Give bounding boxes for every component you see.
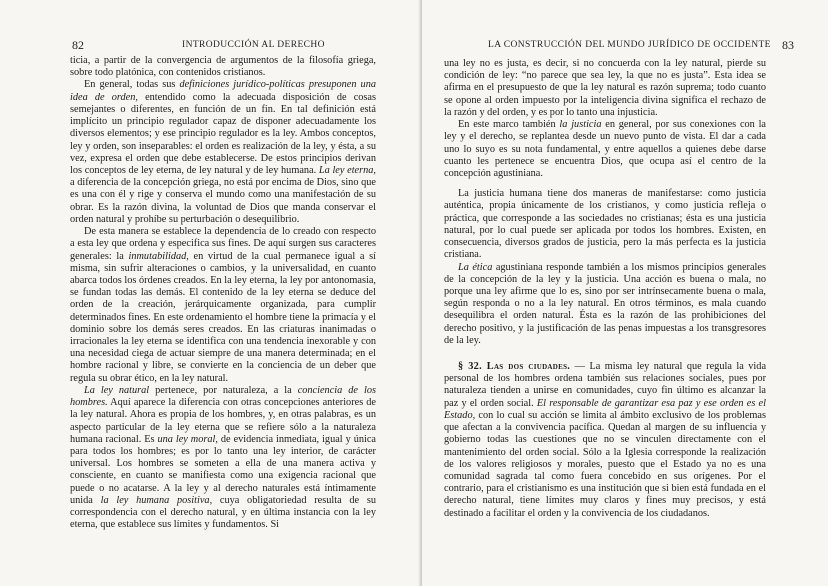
italic-run: la ley humana positiva, bbox=[100, 494, 213, 506]
left-body-text bbox=[70, 55, 376, 532]
text-run: pertenece, por naturaleza, a la bbox=[149, 384, 298, 396]
text-run: con lo cual su acción se limita al ámbito exclusivo de los problemas que afectan a la convivencia pacífica. Quedan al margen de su influencia y gobierno todas las cuestiones que no se vinculen directamente con el mantenimiento del orden social. Sólo a la Iglesia corresponde la realización de los valores religiosos y morales, puesto que el Estado ya no es una comunidad sagrada tal como fuera concebido en sus orígenes. Por el contrario, para el cristianismo es una institución que si bien está fundada en el derecho natural, tiene límites muy claros y fines muy precisos, y está destinado a facilitar el orden y la convivencia de los ciudadanos. bbox=[444, 409, 766, 519]
right-body-text bbox=[444, 58, 766, 520]
paragraph bbox=[444, 58, 766, 119]
text-run: En este marco también bbox=[458, 119, 560, 131]
text-run: agustiniana responde también a los mismos principios generales de la concepción de la ley y la justicia. Una acción es buena o mala, no porque una ley afirme que lo es, sino por ser intrínsecamente buena o mala, según responda o no a la ley natural. En otros términos, es mala cuando desequilibra el orden natural. Ésta es la razón de las prohibiciones del derecho positivo, y la justificación de las penas impuestas a los transgresores de la ley. bbox=[444, 261, 766, 346]
italic-run: conciencia de los hombres. bbox=[70, 384, 376, 409]
running-head-title-left: INTRODUCCIÓN AL DERECHO bbox=[182, 40, 325, 50]
running-head-title-right: LA CONSTRUCCIÓN DEL MUNDO JURÍDICO DE OCCIDENTE bbox=[488, 40, 771, 50]
italic-run: la justicia bbox=[559, 119, 602, 131]
text-run: De esta manera se establece la dependencia de lo creado con respecto a esta ley que ordena y especifica sus fines. De aquí surgen sus caracteres generales: la bbox=[70, 226, 376, 262]
italic-run: definiciones jurídico-políticas presuponen una idea de orden, bbox=[70, 79, 376, 103]
text-run: La justicia humana tiene dos maneras de manifestarse: como justicia auténtica, propia únicamente de los cristianos, y como justicia refleja o práctica, que corresponde a las sociedades no cristianas; ésta es una justicia natural, por lo cual puede ser aplicada por todos los hombres. Existen, en consecuencia, diversos grados de justicia, pero la más perfecta es la justicia cristiana. bbox=[444, 188, 766, 261]
italic-run: La ley natural bbox=[84, 384, 150, 396]
text-run: cuya obligatoriedad resulta de su correspondencia con el derecho natural, y en última instancia con la ley eterna, que establece sus límites y fundamentos. Si bbox=[70, 494, 377, 531]
section-heading: § 32. Las dos ciudades. bbox=[458, 361, 571, 373]
page-number-right: 83 bbox=[782, 38, 794, 52]
text-run: en general, por sus conexiones con la ley y el derecho, se replantea desde un nuevo punto de vista. El dar a cada uno lo suyo es su nota fundamental, y entre aquellos a quienes debe darse cuanto les pertenece se encuentra Dios, que ocupa así el centro de la concepción agustiniana. bbox=[444, 119, 767, 179]
paragraph bbox=[70, 226, 376, 385]
text-run: en virtud de la cual permanece igual a sí misma, sin sufrir alteraciones o cambios, y la universalidad, en cuanto abarca todos los órdenes creados. En la ley eterna, la ley por antonomasia, se fundan todas las demás. El contenido de la ley eterna se deduce del orden de la creación, jerárquicamente organizada, para cumplir determinados fines. En este ordenamiento el hombre tiene la primacía y el dominio sobre los demás seres creados. En las criaturas inanimadas o irracionales la ley eterna se identifica con una tendencia inexorable y con una necesidad ciega de actuar siempre de una manera determinada; en el hombre racional y libre, se convierte en la conciencia de un deber que regula su obrar ético, en la ley natural. bbox=[70, 250, 376, 384]
text-run: a diferencia de la concepción griega, no está por encima de Dios, sino que es una con él y rige y conserva el mundo como una manifestación de su obrar. Es la razón divina, la voluntad de Dios que manda conservar el orden natural y prohíbe su perturbación o desequilibrio. bbox=[70, 177, 376, 225]
italic-run: La ley eterna, bbox=[318, 164, 377, 176]
text-run: — La misma ley natural que regula la vida personal de los hombres ordena también sus relaciones sociales, pues por naturaleza tienden a unirse en comunidades, cuyo fin último es alcanzar la paz y el orden social. bbox=[444, 361, 767, 409]
paragraph bbox=[70, 385, 376, 532]
italic-run: inmutabilidad, bbox=[128, 250, 189, 262]
section-text bbox=[444, 361, 766, 519]
italic-run: una ley moral, bbox=[157, 433, 218, 445]
text-run: entendido como la adecuada disposición de cosas semejantes o diferentes, en función de un fin. En tal definición está implícito un principio regulador capaz de disponer adecuadamente los diversos elementos; y ese principio regulador es la ley. Ambos conceptos, ley y orden, son inseparables: el orden es realización de la ley, y ésta, a su vez, expresa el orden que debe establecerse. De estos principios derivan los conceptos de ley eterna, de ley natural y de ley humana. bbox=[70, 91, 376, 176]
right-page bbox=[422, 0, 828, 586]
paragraph bbox=[444, 188, 766, 261]
paragraph bbox=[70, 55, 376, 79]
text-run: ticia, a partir de la convergencia de argumentos de la filosofía griega, sobre todo platónica, con contenidos cristianos. bbox=[70, 55, 376, 79]
italic-run: La ética bbox=[458, 261, 493, 273]
paragraph bbox=[444, 119, 766, 180]
text-run: de evidencia inmediata, igual y única para todos los hombres; es por lo tanto una ley interior, de carácter universal. Los hombres se someten a ella de una manera activa y consciente, en cuanto se manifiesta como una exigencia racional que puede o no acatarse. A la ley y al derecho naturales está íntimamente unida bbox=[70, 433, 376, 506]
text-run: Aquí aparece la diferencia con otras concepciones anteriores de la ley natural. Ahora es propia de los hombres, y, en otras palabras, es un aspecto particular de la ley eterna que se refiere sólo a la naturaleza humana racional. Es bbox=[70, 397, 376, 445]
text-run: una ley no es justa, es decir, si no concuerda con la ley natural, pierde su condición de ley: “no parece que sea ley, la que no es justa”. Esta idea se afirma en el presupuesto de que la ley natural es razón suprema; todo cuanto se opone al orden impuesto por la inteligencia divina significa el rechazo de la razón y del orden, y es por lo tanto una injusticia. bbox=[444, 58, 766, 118]
paragraph bbox=[444, 262, 766, 348]
italic-run: El responsable de garantizar esa paz y ese orden es el Estado, bbox=[444, 397, 766, 421]
section-32-paragraph bbox=[444, 361, 766, 520]
page-number-left: 82 bbox=[72, 38, 84, 52]
text-run: En general, todas sus bbox=[84, 79, 180, 91]
paragraph bbox=[70, 79, 376, 226]
